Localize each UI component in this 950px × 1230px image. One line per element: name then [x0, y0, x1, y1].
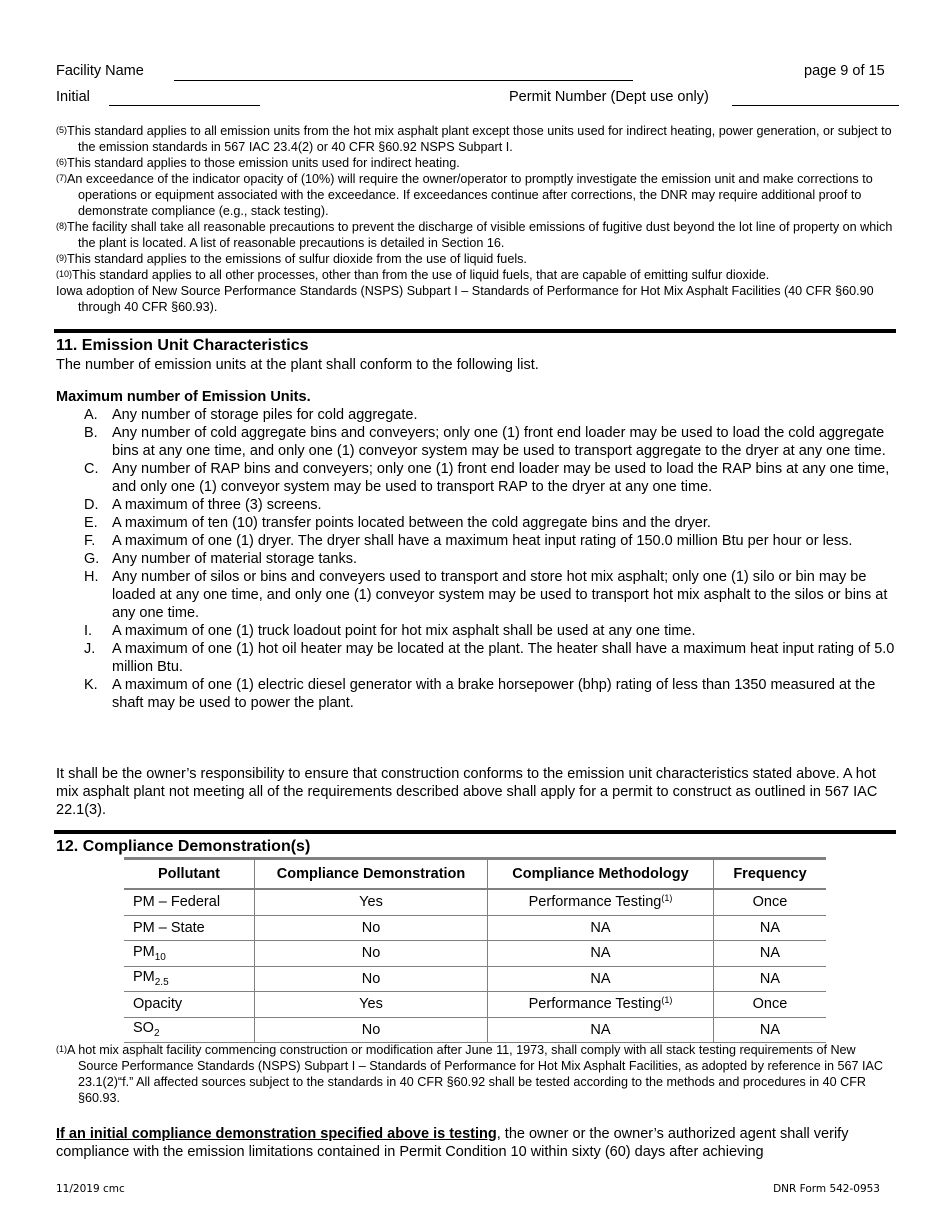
- list-item: J. A maximum of one (1) hot oil heater may be located at the plant. The heater shall have a maximum heat input rating of 5.0 million Btu.: [84, 641, 895, 675]
- footnote: $^{(10)}$This standard applies to all other processes, other than from the use of liquid fuels, that are capable of emitting sulfur dioxide.: [56, 268, 770, 282]
- list-item: G. Any number of material storage tanks.: [84, 551, 358, 567]
- footer-form-number: DNR Form 542-0953: [773, 1183, 880, 1195]
- testing-paragraph: If an initial compliance demonstration specified above is testing, the owner or the owner’s authorized agent shall verify compliance with the emission limitations contained in Permit Condition 10 within sixty (60) days after achieving: [56, 1126, 849, 1160]
- page-number: page 9 of 15: [804, 63, 885, 79]
- list-item: E. A maximum of ten (10) transfer points located between the cold aggregate bins and the dryer.: [84, 515, 711, 531]
- list-item: K. A maximum of one (1) electric diesel generator with a brake horsepower (bhp) rating of less than 1350 measured at the shaft may be used to power the plant.: [84, 677, 876, 711]
- table-row: $PM_{2.5}$ No NA NA: [124, 966, 826, 992]
- list-item: I. A maximum of one (1) truck loadout point for hot mix asphalt shall be used at any one time.: [84, 623, 696, 639]
- column-header: Pollutant: [124, 859, 255, 890]
- section-divider: [54, 329, 896, 333]
- table-header-row: [124, 859, 826, 890]
- initial-label: Initial: [56, 89, 90, 105]
- table-row: $SO_2$ No NA NA: [124, 1017, 826, 1043]
- table-row: Opacity Yes Performance Testing$^{(1)}$ Once: [124, 992, 826, 1018]
- facility-name-field[interactable]: [174, 80, 633, 81]
- column-header: Compliance Demonstration: [255, 859, 488, 890]
- list-item: B. Any number of cold aggregate bins and conveyers; only one (1) front end loader may be used to load the cold aggregate bins at any one time, and only one (1) conveyor system may be used to transport aggregate to the dryer at any one time.: [84, 425, 886, 459]
- footnote: $^{(6)}$This standard applies to those emission units used for indirect heating.: [56, 156, 460, 170]
- footnote: $^{(8)}$The facility shall take all reasonable precautions to prevent the discharge of visible emissions of fugitive dust beyond the lot line of property on which the plant is located. A list of reasonable precautions is detailed in Section 16.: [56, 220, 893, 250]
- list-item: H. Any number of silos or bins and conveyers used to transport and store hot mix asphalt; only one (1) silo or bin may be loaded at any one time, and only one (1) conveyor system may be used to transport hot mix asphalt to the silos or bins at any one time.: [84, 569, 888, 621]
- permit-number-label: Permit Number (Dept use only): [509, 89, 709, 105]
- footnotes-section10: [56, 123, 896, 315]
- table-row: $PM_{10}$ No NA NA: [124, 941, 826, 967]
- table-row: PM – Federal Yes Performance Testing$^{(1)}$ Once: [124, 889, 826, 915]
- list-item: C. Any number of RAP bins and conveyers; only one (1) front end loader may be used to load the RAP bins at any one time, and only one (1) conveyor system may be used to transport RAP to the dryer at any one time.: [84, 461, 890, 495]
- list-item: F. A maximum of one (1) dryer. The dryer shall have a maximum heat input rating of 150.0 million Btu per hour or less.: [84, 533, 853, 549]
- section-11-list-heading: Maximum number of Emission Units.: [56, 389, 311, 405]
- column-header: Compliance Methodology: [488, 859, 714, 890]
- section-11-intro: The number of emission units at the plant shall conform to the following list.: [56, 357, 539, 373]
- section-11-closing: It shall be the owner’s responsibility to ensure that construction conforms to the emission unit characteristics stated above. A hot mix asphalt plant not meeting all of the requirements described above shall apply for a permit to construct as outlined in 567 IAC 22.1(3).: [56, 766, 878, 818]
- list-item: A. Any number of storage piles for cold aggregate.: [84, 407, 418, 423]
- table-row: PM – State No NA NA: [124, 915, 826, 941]
- footnote: $^{(7)}$An exceedance of the indicator opacity of (10%) will require the owner/operator to promptly investigate the emission unit and make corrections to operations or equipment associated with the exceedance. If exceedances continue after corrections, the DNR may require additional proof to demonstrate compliance (e.g., stack testing).: [56, 172, 873, 218]
- initial-field[interactable]: [109, 105, 260, 106]
- footer-date: 11/2019 cmc: [56, 1183, 125, 1195]
- emission-units-list: [56, 406, 896, 712]
- footnote: $^{(9)}$This standard applies to the emissions of sulfur dioxide from the use of liquid fuels.: [56, 252, 527, 266]
- footnote: $^{(5)}$This standard applies to all emission units from the hot mix asphalt plant except those units used for indirect heating, power generation, or subject to the emission standards in 567 IAC 23.4(2) or 40 CFR §60.92 NSPS Subpart I.: [56, 124, 892, 154]
- section-divider: [54, 830, 896, 834]
- permit-number-field[interactable]: [732, 105, 899, 106]
- compliance-footnote: $^{(1)}$A hot mix asphalt facility commencing construction or modification after June 11, 1973, shall comply with all stack testing requirements of New Source Performance Standards (NSPS) Subpart I – Standards of Performance for Hot Mix Asphalt Facilities, as adopted by reference in 567 IAC 23.1(2)“f.” All affected sources subject to the standards in 40 CFR §60.92 shall be tested according to the methods and procedures in 40 CFR §60.93.: [56, 1043, 883, 1105]
- list-item: D. A maximum of three (3) screens.: [84, 497, 322, 513]
- facility-name-label: Facility Name: [56, 63, 144, 79]
- section-11-title: 11. Emission Unit Characteristics: [56, 337, 309, 354]
- compliance-table: [124, 857, 826, 1043]
- footnote: Iowa adoption of New Source Performance Standards (NSPS) Subpart I – Standards of Performance for Hot Mix Asphalt Facilities (40 CFR §60.90 through 40 CFR §60.93).: [56, 284, 874, 314]
- section-12-title: 12. Compliance Demonstration(s): [56, 838, 311, 855]
- column-header: Frequency: [714, 859, 827, 890]
